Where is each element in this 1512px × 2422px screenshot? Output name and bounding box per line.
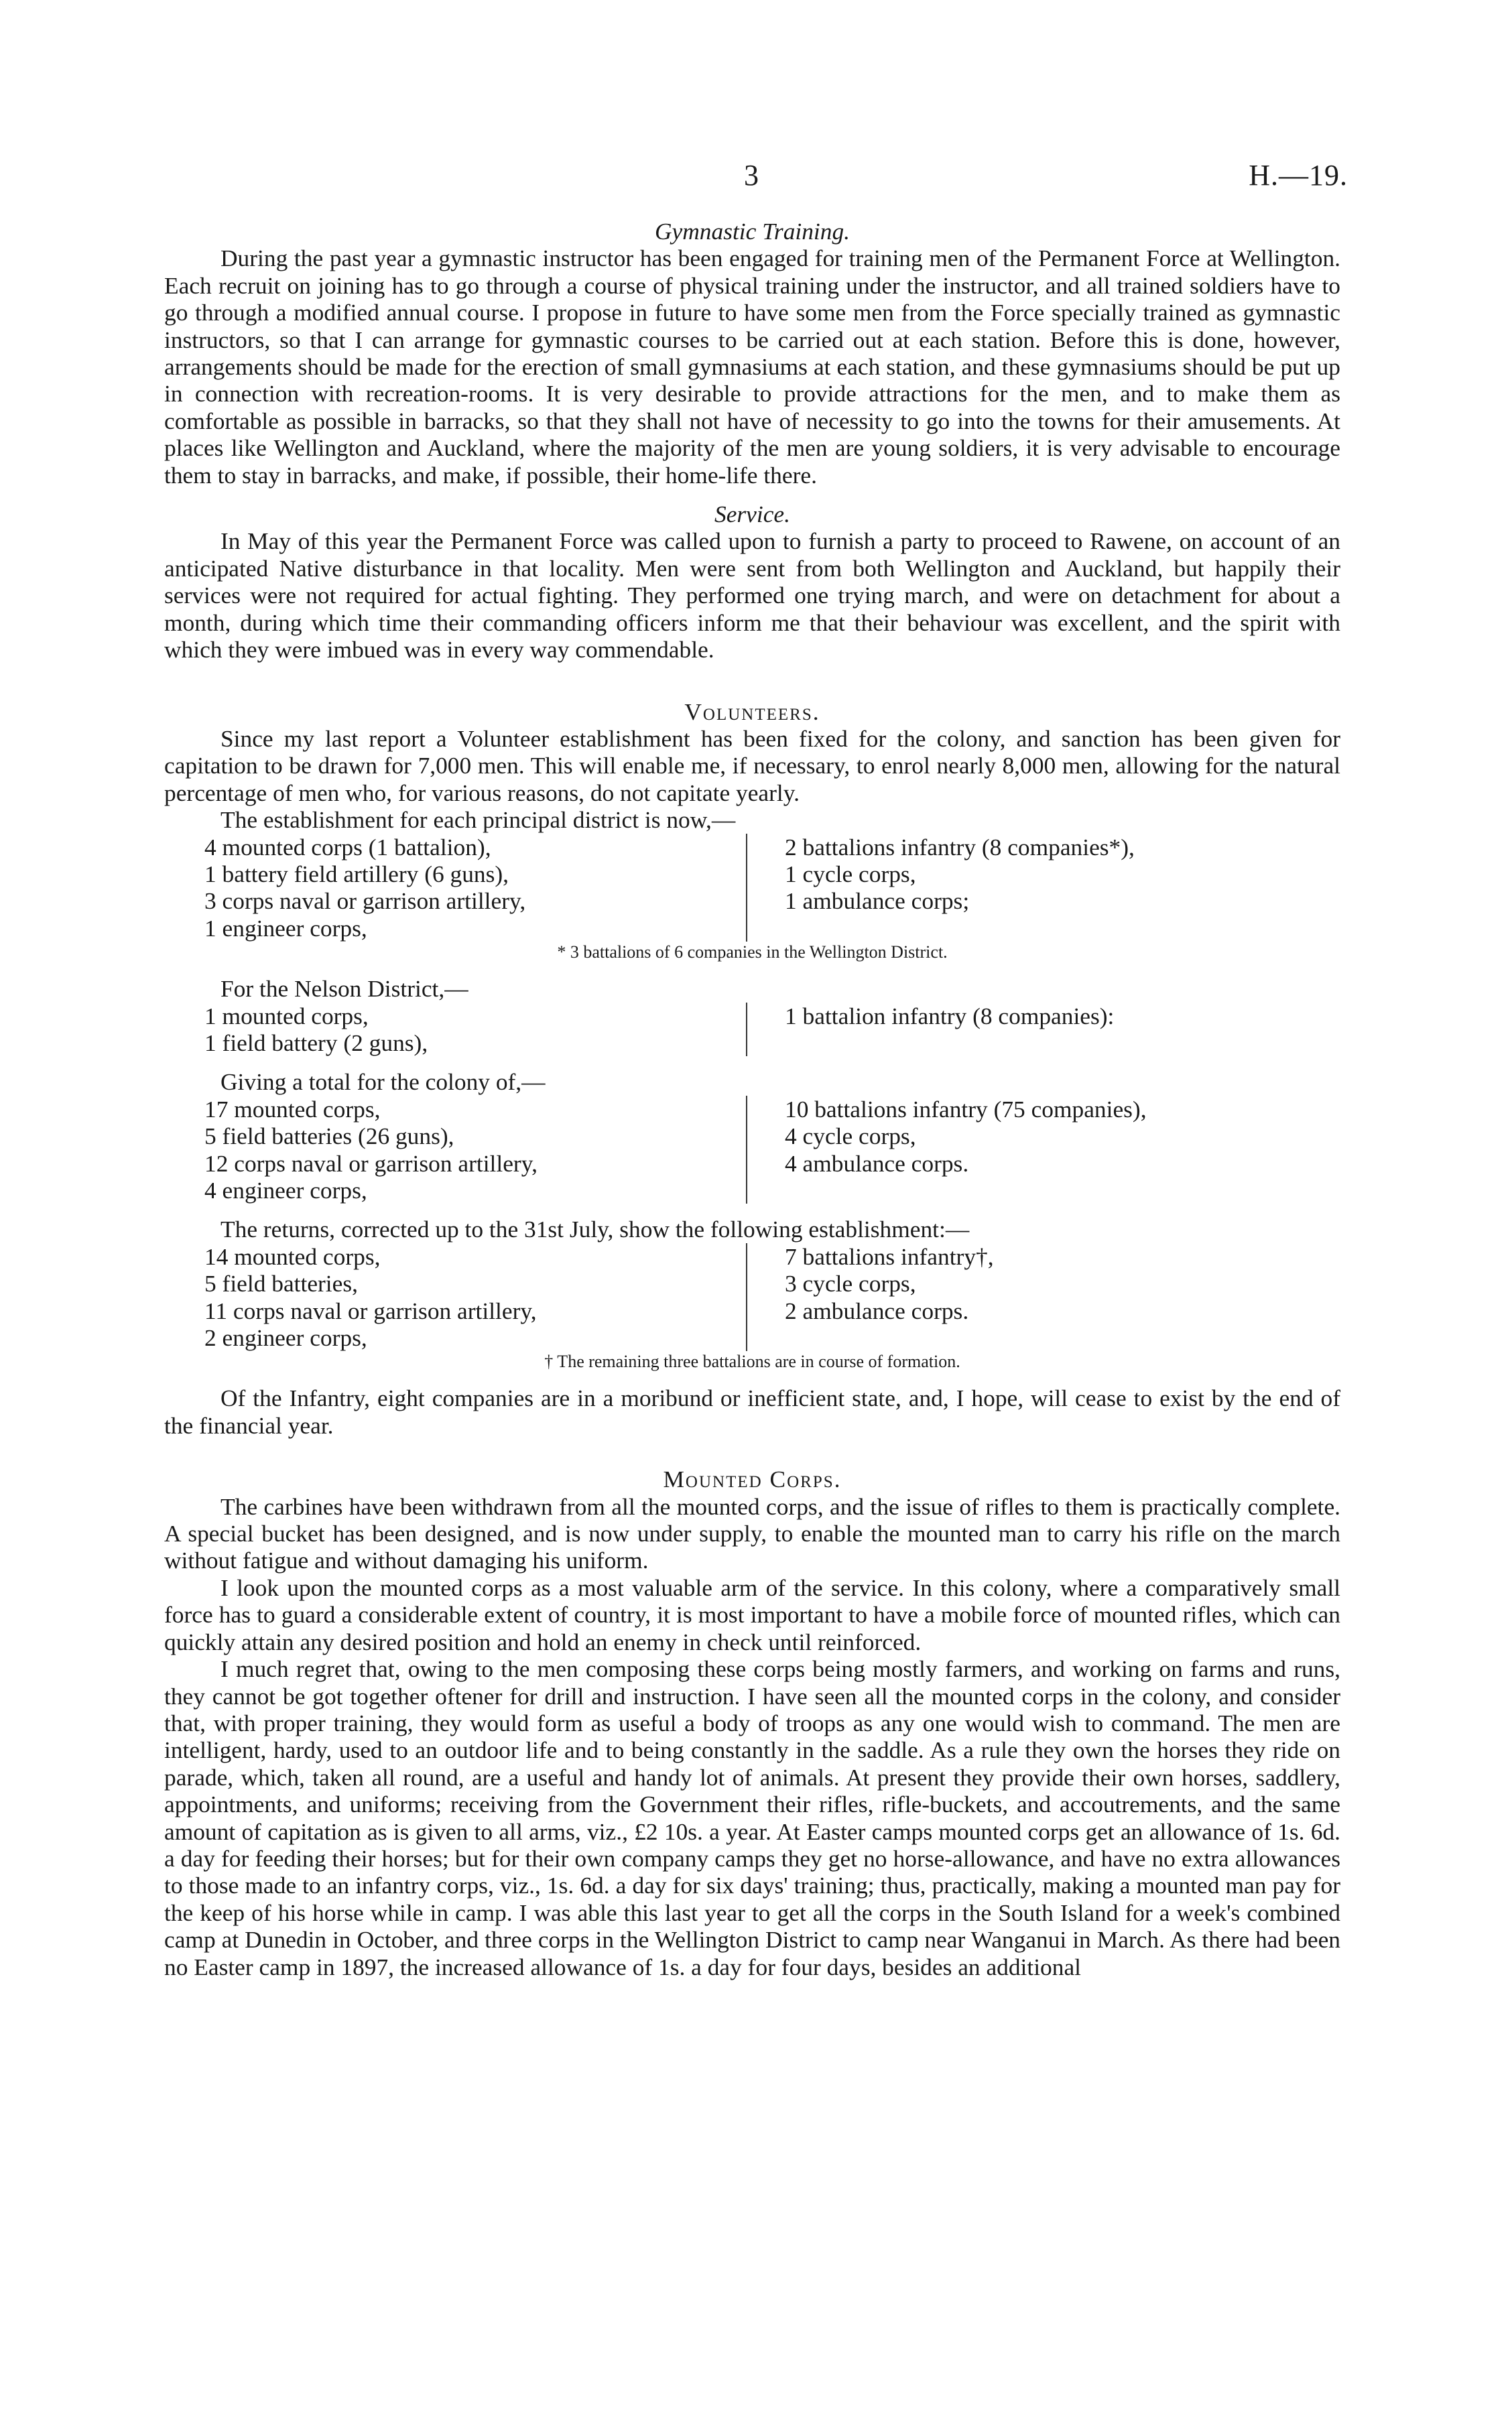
paragraph-service: In May of this year the Permanent Force was called upon to furnish a party to proceed to Rawene, on account of an anticipated Native disturbance in that locality. Men were sent from both Wellington and Auckland, but happily their services were not required for actual fighting. They performed one trying march, and were on detachment for about a month, during which time their commanding officers inform me that their behaviour was excellent, and the spirit with which they were imbued was in every way commendable. [164, 527, 1340, 663]
principal-right-item: 2 battalions infantry (8 companies*), [785, 833, 1135, 861]
document-reference: H.—19. [1249, 159, 1348, 192]
principal-left-item: 1 engineer corps, [204, 914, 367, 942]
principal-district-lead: The establishment for each principal district is now,— [220, 806, 736, 834]
section-heading-mounted-corps: Mounted Corps. [663, 1466, 842, 1493]
returns-left-item: 14 mounted corps, [204, 1242, 381, 1270]
page-header [0, 158, 1512, 198]
colony-total-establishment [164, 1096, 1340, 1204]
principal-left-item: 4 mounted corps (1 battalion), [204, 833, 491, 861]
returns-right-item: 7 battalions infantry†, [785, 1242, 994, 1270]
returns-left-item: 11 corps naval or garrison artillery, [204, 1297, 537, 1324]
section-heading-gymnastic: Gymnastic Training. [654, 218, 850, 245]
nelson-right-item: 1 battalion infantry (8 companies): [785, 1002, 1115, 1029]
total-right-item: 4 ambulance corps. [785, 1149, 969, 1177]
nelson-left-item: 1 field battery (2 guns), [204, 1029, 428, 1056]
footnote-battalions: * 3 battalions of 6 companies in the Wellington District. [557, 942, 948, 962]
total-right-item: 4 cycle corps, [785, 1123, 916, 1150]
paragraph-volunteers-intro: Since my last report a Volunteer establishment has been fixed for the colony, and sanction has been given for capitation to be drawn for 7,000 men. This will enable me, if necessary, to enrol nearly 8,000 men, allowing for the natural percentage of men who, for various reasons, do not capitate yearly. [164, 724, 1340, 806]
principal-right-item: 1 cycle corps, [785, 860, 916, 887]
nelson-left-item: 1 mounted corps, [204, 1002, 369, 1029]
returns-left-item: 2 engineer corps, [204, 1324, 367, 1352]
returns-right-item: 2 ambulance corps. [785, 1297, 969, 1324]
footnote-remaining-battalions: † The remaining three battalions are in course of formation. [544, 1352, 960, 1372]
total-left-item: 17 mounted corps, [204, 1095, 381, 1123]
principal-left-item: 1 battery field artillery (6 guns), [204, 860, 509, 887]
page-content [164, 218, 1340, 1980]
returns-right-item: 3 cycle corps, [785, 1270, 916, 1297]
paragraph-mounted-1: The carbines have been withdrawn from all the mounted corps, and the issue of rifles to them is practically complete. A special bucket has been designed, and is now under supply, to enable the mounted man to carry his rifle on the march without fatigue and without damaging his uniform. [164, 1492, 1340, 1574]
principal-district-establishment [164, 834, 1340, 942]
colony-total-lead: Giving a total for the colony of,— [220, 1068, 546, 1096]
returns-establishment [164, 1243, 1340, 1352]
returns-lead: The returns, corrected up to the 31st July, show the following establishment:— [220, 1216, 970, 1243]
total-left-item: 5 field batteries (26 guns), [204, 1123, 454, 1150]
principal-left-item: 3 corps naval or garrison artillery, [204, 887, 526, 915]
total-right-item: 10 battalions infantry (75 companies), [785, 1095, 1147, 1123]
page-number: 3 [744, 159, 759, 192]
section-heading-service: Service. [714, 501, 790, 528]
section-heading-volunteers: Volunteers. [684, 698, 820, 725]
returns-left-item: 5 field batteries, [204, 1270, 358, 1297]
nelson-district-establishment [164, 1003, 1340, 1057]
paragraph-mounted-3: I much regret that, owing to the men composing these corps being mostly farmers, and working on farms and runs, they cannot be got together oftener for drill and instruction. I have seen all the mounted corps in the colony, and consider that, with proper training, they would form as useful a body of troops as any one would wish to command. The men are intelligent, hardy, used to an outdoor life and to being constantly in the saddle. As a rule they own the horses they ride on parade, which, taken all round, are a useful and handy lot of animals. At present they provide their own horses, saddlery, appointments, and uniforms; receiving from the Government their rifles, rifle-buckets, and accoutrements, and the same amount of capitation as is given to all arms, viz., £2 10s. a year. At Easter camps mounted corps get an allowance of 1s. 6d. a day for feeding their horses; but for their own company camps they get no horse-allowance, and have no extra allowances to those made to an infantry corps, viz., 1s. 6d. a day for six days' training; thus, practically, making a mounted man pay for the keep of his horse while in camp. I was able this last year to get all the corps in the South Island for a week's combined camp at Dunedin in October, and three corps in the Wellington District to camp near Wanganui in March. As there had been no Easter camp in 1897, the increased allowance of 1s. a day for four days, besides an additional [164, 1655, 1340, 1980]
nelson-district-lead: For the Nelson District,— [220, 975, 468, 1003]
paragraph-infantry: Of the Infantry, eight companies are in a moribund or inefficient state, and, I hope, will cease to exist by the end of the financial year. [164, 1385, 1340, 1439]
total-left-item: 4 engineer corps, [204, 1177, 367, 1204]
paragraph-mounted-2: I look upon the mounted corps as a most valuable arm of the service. In this colony, where a comparatively small force has to guard a considerable extent of country, it is most important to have a mobile force of mounted rifles, which can quickly attain any desired position and hold an enemy in check until reinforced. [164, 1574, 1340, 1655]
total-left-item: 12 corps naval or garrison artillery, [204, 1149, 538, 1177]
principal-right-item: 1 ambulance corps; [785, 887, 970, 915]
paragraph-gymnastic: During the past year a gymnastic instructor has been engaged for training men of the Permanent Force at Wellington. Each recruit on joining has to go through a course of physical training under the instructor, and all trained soldiers have to go through a modified annual course. I propose in future to have some men from the Force specially trained as gymnastic instructors, so that I can arrange for gymnastic courses to be carried out at each station. Before this is done, however, arrangements should be made for the erection of small gymnasiums at each station, and these gymnasiums should be put up in connection with recreation-rooms. It is very desirable to provide attractions for the men, and to make them as comfortable as possible in barracks, so that they shall not have of necessity to go into the towns for their amusements. At places like Wellington and Auckland, where the majority of the men are young soldiers, it is very advisable to encourage them to stay in barracks, and make, if possible, their home-life there. [164, 245, 1340, 489]
